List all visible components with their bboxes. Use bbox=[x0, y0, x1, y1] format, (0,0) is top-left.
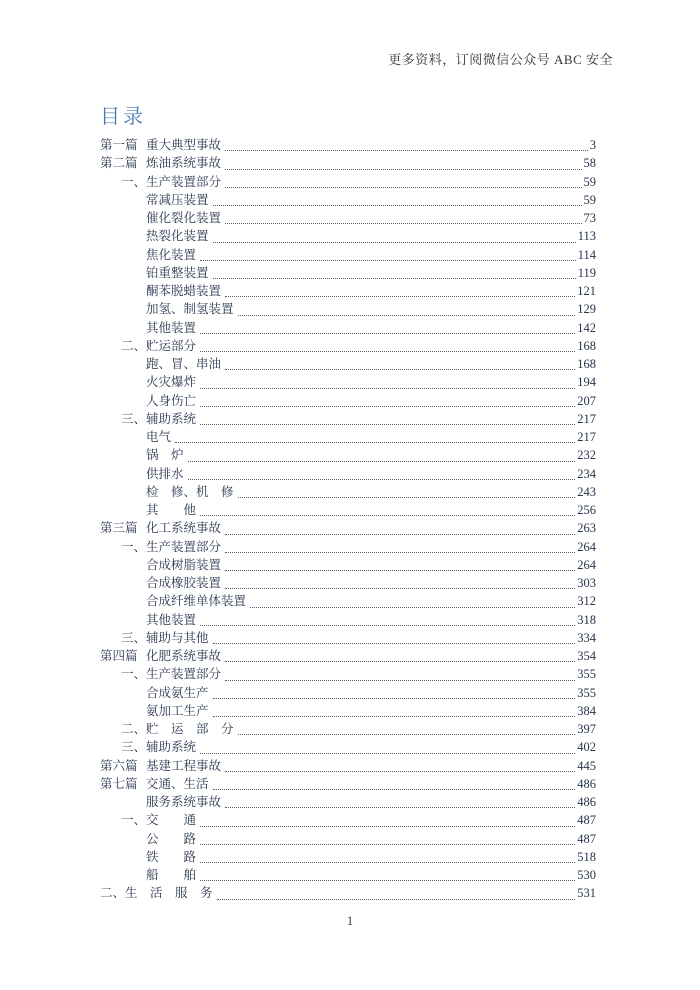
toc-entry-label[interactable]: 其他装置 bbox=[146, 320, 197, 335]
toc-entry-page[interactable]: 402 bbox=[577, 740, 596, 755]
toc-entry[interactable] bbox=[100, 793, 596, 811]
header-text: 更多资料，订阅微信公众号 ABC 安全 bbox=[388, 52, 613, 67]
toc-leader-dots bbox=[200, 515, 575, 516]
toc-entry-label[interactable]: 其他装置 bbox=[146, 612, 197, 627]
toc-entry-page[interactable]: 3 bbox=[589, 138, 596, 152]
toc-entry-label[interactable]: 热裂化装置 bbox=[146, 229, 209, 244]
toc-entry-prefix: 三、 bbox=[120, 740, 146, 755]
toc-entry-label[interactable]: 生产装置部分 bbox=[146, 539, 222, 554]
toc-entry[interactable] bbox=[100, 465, 596, 483]
toc-entry-prefix: 第七篇 bbox=[100, 776, 138, 791]
toc-entry-label[interactable]: 焦化装置 bbox=[146, 247, 197, 262]
toc-entry-label[interactable]: 贮运部分 bbox=[146, 338, 197, 353]
toc-entry-page[interactable]: 217 bbox=[577, 430, 596, 444]
toc-entry-page[interactable]: 384 bbox=[577, 703, 596, 718]
toc-entry[interactable] bbox=[100, 647, 596, 665]
toc-entry-label[interactable]: 服务系统事故 bbox=[146, 795, 222, 809]
toc-leader-dots bbox=[213, 643, 576, 644]
toc-entry[interactable] bbox=[100, 702, 596, 720]
toc-entry-page[interactable]: 168 bbox=[577, 338, 596, 353]
toc-leader-dots bbox=[200, 388, 575, 389]
toc-entry-page[interactable]: 256 bbox=[577, 503, 596, 517]
toc-entry-label[interactable]: 跑、冒、串油 bbox=[146, 357, 222, 371]
toc-entry-page[interactable]: 58 bbox=[583, 156, 596, 171]
page-number: 1 bbox=[346, 914, 354, 928]
toc-leader-dots bbox=[217, 899, 576, 900]
toc-entry[interactable] bbox=[100, 337, 596, 355]
toc-entry[interactable] bbox=[100, 191, 596, 209]
toc-entry-page[interactable]: 207 bbox=[577, 393, 596, 408]
toc-entry-page[interactable]: 119 bbox=[577, 265, 596, 280]
toc-entry-label[interactable]: 辅助系统 bbox=[146, 411, 197, 426]
toc-entry-label[interactable]: 化肥系统事故 bbox=[146, 649, 222, 663]
toc-entry-prefix: 一、 bbox=[120, 539, 146, 554]
toc-entry-label[interactable]: 人身伤亡 bbox=[146, 393, 197, 408]
toc-title: 目录 bbox=[100, 106, 146, 128]
toc-entry-prefix: 第六篇 bbox=[100, 758, 138, 773]
toc-entry-page[interactable]: 487 bbox=[577, 831, 596, 846]
toc-entry-label[interactable]: 酮苯脱蜡装置 bbox=[146, 284, 222, 298]
toc-entry-label[interactable]: 合成橡胶装置 bbox=[146, 576, 222, 590]
toc-entry-label[interactable]: 合成树脂装置 bbox=[146, 557, 222, 572]
toc-entry[interactable] bbox=[100, 738, 596, 756]
toc-entry-label[interactable]: 合成纤维单体装置 bbox=[146, 594, 247, 609]
toc-entry[interactable] bbox=[100, 392, 596, 410]
toc-entry-page[interactable]: 232 bbox=[577, 448, 596, 463]
toc-entry[interactable] bbox=[100, 319, 596, 337]
toc-leader-dots bbox=[238, 734, 576, 735]
toc-entry-label[interactable]: 船 舶 bbox=[146, 868, 197, 882]
toc-leader-dots bbox=[200, 424, 575, 425]
toc-entry[interactable] bbox=[100, 592, 596, 610]
toc-entry[interactable] bbox=[100, 775, 596, 793]
toc-entry-page[interactable]: 312 bbox=[577, 594, 596, 609]
toc-entry[interactable] bbox=[100, 355, 596, 373]
toc-entry-label[interactable]: 生产装置部分 bbox=[146, 667, 222, 682]
toc-entry-label[interactable]: 辅助系统 bbox=[146, 740, 197, 755]
toc-entry-page[interactable]: 486 bbox=[577, 795, 596, 809]
toc-entry-page[interactable]: 487 bbox=[577, 813, 596, 828]
toc-entry-label[interactable]: 贮 运 部 分 bbox=[146, 722, 234, 736]
toc-leader-dots bbox=[225, 771, 575, 772]
toc-leader-dots bbox=[213, 789, 576, 790]
toc-entry[interactable] bbox=[100, 483, 596, 501]
toc-entry[interactable] bbox=[100, 209, 596, 227]
toc-leader-dots bbox=[200, 406, 575, 407]
toc-leader-dots bbox=[250, 607, 575, 608]
toc-entry-label[interactable]: 交通、生活 bbox=[146, 776, 209, 791]
toc-entry[interactable] bbox=[100, 684, 596, 702]
toc-entry-label[interactable]: 生 活 服 务 bbox=[125, 886, 213, 901]
toc-entry[interactable] bbox=[100, 173, 596, 191]
toc-entry-page[interactable]: 530 bbox=[577, 868, 596, 882]
toc-entry-prefix: 三、 bbox=[120, 411, 146, 426]
toc-entry-page[interactable]: 59 bbox=[583, 192, 596, 207]
toc-entry-page[interactable]: 264 bbox=[577, 539, 596, 554]
toc-entry-page[interactable]: 59 bbox=[583, 174, 596, 189]
toc-leader-dots bbox=[213, 242, 576, 243]
toc-entry-label[interactable]: 辅助与其他 bbox=[146, 630, 209, 645]
toc-leader-dots bbox=[225, 187, 581, 188]
toc-entry[interactable] bbox=[100, 501, 596, 519]
toc-entry-page[interactable]: 121 bbox=[577, 284, 596, 298]
toc-entry-prefix: 二、 bbox=[120, 722, 146, 736]
toc-leader-dots bbox=[188, 461, 576, 462]
toc-leader-dots bbox=[200, 333, 575, 334]
toc-entry[interactable] bbox=[100, 556, 596, 574]
toc-entry-prefix: 一、 bbox=[120, 667, 146, 682]
toc-entry[interactable] bbox=[100, 373, 596, 391]
toc-leader-dots bbox=[200, 625, 575, 626]
toc-entry-page[interactable]: 73 bbox=[583, 211, 596, 225]
toc-entry-label[interactable]: 基建工程事故 bbox=[146, 758, 222, 773]
toc-entry-label[interactable]: 铁 路 bbox=[146, 849, 197, 864]
toc-entry[interactable] bbox=[100, 136, 596, 154]
toc-entry-prefix: 二、 bbox=[100, 886, 126, 901]
toc-entry-label[interactable]: 火灾爆炸 bbox=[146, 375, 197, 390]
toc-leader-dots bbox=[238, 315, 576, 316]
toc-entry-page[interactable]: 518 bbox=[577, 849, 596, 864]
toc-entry-prefix: 第二篇 bbox=[100, 156, 138, 171]
toc-entry[interactable] bbox=[100, 519, 596, 537]
toc-entry-page[interactable]: 114 bbox=[577, 247, 596, 262]
toc-entry-page[interactable]: 234 bbox=[577, 466, 596, 481]
toc-entry-page[interactable]: 129 bbox=[577, 302, 596, 317]
toc-leader-dots bbox=[225, 570, 575, 571]
toc-entry-label[interactable]: 化工系统事故 bbox=[146, 521, 222, 536]
toc-entry-label[interactable]: 生产装置部分 bbox=[146, 174, 222, 189]
toc-entry[interactable] bbox=[100, 830, 596, 848]
toc-entry-page[interactable]: 531 bbox=[577, 886, 596, 901]
toc-leader-dots bbox=[200, 844, 575, 845]
toc-entry-label[interactable]: 电气 bbox=[146, 430, 172, 444]
toc-entry[interactable] bbox=[100, 720, 596, 738]
toc-entry[interactable] bbox=[100, 574, 596, 592]
toc-entry-page[interactable]: 397 bbox=[577, 722, 596, 736]
toc-entry-label[interactable]: 合成氨生产 bbox=[146, 685, 209, 700]
toc-entry[interactable] bbox=[100, 629, 596, 647]
toc-entry-page[interactable]: 217 bbox=[577, 411, 596, 426]
toc-entry-page[interactable]: 264 bbox=[577, 557, 596, 572]
toc-leader-dots bbox=[225, 680, 575, 681]
toc-leader-dots bbox=[225, 296, 575, 297]
toc-entry-page[interactable]: 168 bbox=[577, 357, 596, 371]
toc-leader-dots bbox=[175, 442, 575, 443]
toc-entry[interactable] bbox=[100, 410, 596, 428]
toc-entry[interactable] bbox=[100, 264, 596, 282]
toc-leader-dots bbox=[225, 150, 588, 151]
toc-entry[interactable] bbox=[100, 884, 596, 902]
toc-entry-label[interactable]: 加氢、制氢装置 bbox=[146, 302, 234, 317]
toc-entry-page[interactable]: 354 bbox=[577, 649, 596, 663]
toc-leader-dots bbox=[225, 169, 581, 170]
toc-entry-page[interactable]: 355 bbox=[577, 685, 596, 700]
toc-entry-label[interactable]: 氨加工生产 bbox=[146, 703, 209, 718]
toc-entry-page[interactable]: 445 bbox=[577, 758, 596, 773]
toc-entry[interactable] bbox=[100, 538, 596, 556]
toc-entry[interactable] bbox=[100, 246, 596, 264]
toc-leader-dots bbox=[225, 661, 575, 662]
toc-entry[interactable] bbox=[100, 446, 596, 464]
toc-leader-dots bbox=[225, 534, 575, 535]
toc-entry[interactable] bbox=[100, 757, 596, 775]
toc-leader-dots bbox=[225, 552, 575, 553]
toc-leader-dots bbox=[200, 753, 575, 754]
toc-entry[interactable] bbox=[100, 611, 596, 629]
toc-entry-page[interactable]: 142 bbox=[577, 320, 596, 335]
toc-entry[interactable] bbox=[100, 866, 596, 884]
toc-entry[interactable] bbox=[100, 282, 596, 300]
toc-entry[interactable] bbox=[100, 665, 596, 683]
toc-entry-prefix: 一、 bbox=[120, 174, 146, 189]
toc-entry-page[interactable]: 334 bbox=[577, 630, 596, 645]
toc-entry-prefix: 二、 bbox=[120, 338, 146, 353]
toc-entry-prefix: 三、 bbox=[120, 630, 146, 645]
toc-entry[interactable] bbox=[100, 848, 596, 866]
toc-entry-prefix: 第三篇 bbox=[100, 521, 138, 536]
toc-leader-dots bbox=[225, 807, 575, 808]
toc-leader-dots bbox=[225, 369, 575, 370]
toc-entry-page[interactable]: 113 bbox=[577, 229, 596, 244]
toc-entry-label[interactable]: 炼油系统事故 bbox=[146, 156, 222, 171]
toc-entry[interactable] bbox=[100, 428, 596, 446]
toc-entry-page[interactable]: 243 bbox=[577, 484, 596, 499]
toc-leader-dots bbox=[200, 826, 575, 827]
toc-entry-page[interactable]: 355 bbox=[577, 667, 596, 682]
toc-entry[interactable] bbox=[100, 154, 596, 172]
toc-entry-label[interactable]: 锅 炉 bbox=[146, 448, 184, 463]
toc-leader-dots bbox=[213, 278, 576, 279]
toc-entry-label[interactable]: 铂重整装置 bbox=[146, 265, 209, 280]
toc-leader-dots bbox=[213, 205, 582, 206]
toc-entry-page[interactable]: 194 bbox=[577, 375, 596, 390]
toc-leader-dots bbox=[213, 698, 576, 699]
page-header bbox=[0, 49, 613, 68]
toc-entry[interactable] bbox=[100, 811, 596, 829]
toc-list bbox=[100, 136, 596, 903]
toc-entry-label[interactable]: 交 通 bbox=[146, 813, 197, 828]
toc-entry-label[interactable]: 供排水 bbox=[146, 466, 184, 481]
toc-entry-prefix: 第一篇 bbox=[100, 138, 138, 152]
toc-leader-dots bbox=[200, 351, 575, 352]
toc-entry-label[interactable]: 重大典型事故 bbox=[146, 138, 222, 152]
toc-leader-dots bbox=[200, 862, 575, 863]
toc-entry-label[interactable]: 催化裂化装置 bbox=[146, 211, 222, 225]
toc-leader-dots bbox=[238, 497, 576, 498]
toc-leader-dots bbox=[225, 588, 575, 589]
page-footer bbox=[0, 914, 700, 929]
toc-leader-dots bbox=[200, 880, 575, 881]
toc-entry-page[interactable]: 263 bbox=[577, 521, 596, 536]
toc-leader-dots bbox=[213, 716, 576, 717]
toc-leader-dots bbox=[225, 223, 581, 224]
toc-entry-label[interactable]: 常减压装置 bbox=[146, 192, 209, 207]
toc-entry-prefix: 一、 bbox=[120, 813, 146, 828]
toc-entry[interactable] bbox=[100, 300, 596, 318]
toc-entry-prefix: 第四篇 bbox=[100, 649, 138, 663]
toc-entry-page[interactable]: 486 bbox=[577, 776, 596, 791]
toc-leader-dots bbox=[200, 260, 576, 261]
toc-entry[interactable] bbox=[100, 227, 596, 245]
toc-entry-label[interactable]: 公 路 bbox=[146, 831, 197, 846]
toc-leader-dots bbox=[188, 479, 576, 480]
toc-entry-page[interactable]: 318 bbox=[577, 612, 596, 627]
toc-entry-label[interactable]: 其 他 bbox=[146, 503, 197, 517]
toc-entry-page[interactable]: 303 bbox=[577, 576, 596, 590]
toc-entry-label[interactable]: 检 修、机 修 bbox=[146, 484, 234, 499]
